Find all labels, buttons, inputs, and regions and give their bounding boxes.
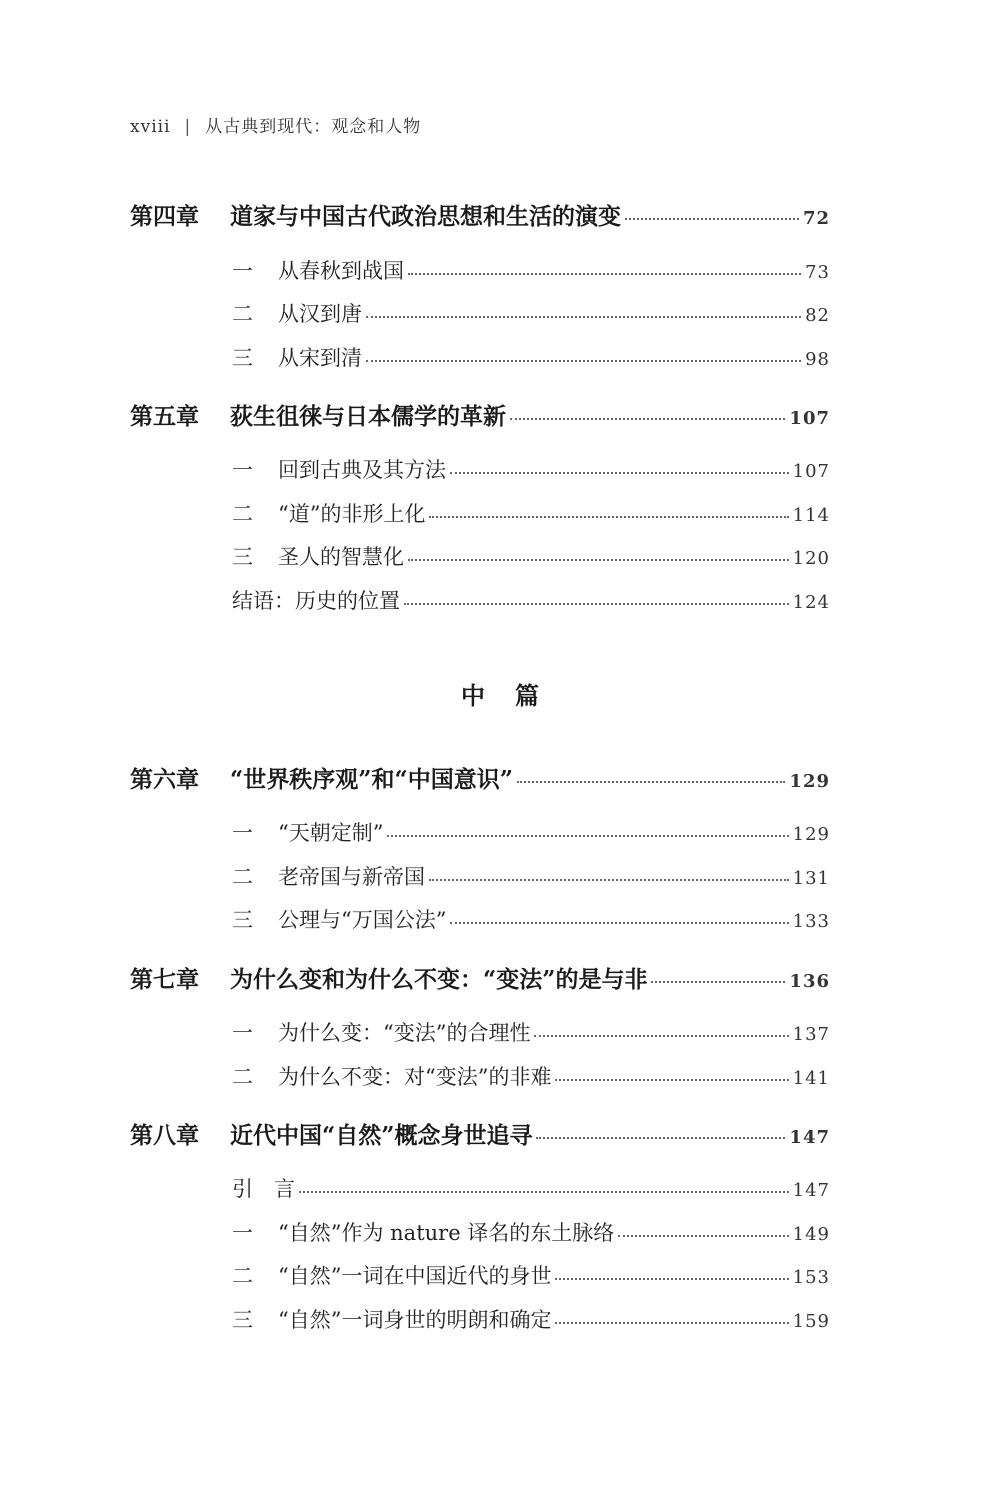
toc-section[interactable] bbox=[232, 904, 830, 934]
section-title: 为什么不变：对“变法”的非难 bbox=[278, 1065, 552, 1089]
leader-dots bbox=[404, 603, 789, 605]
leader-dots bbox=[618, 1235, 788, 1237]
section-title: 从春秋到战国 bbox=[278, 259, 404, 283]
chapter-title: 为什么变和为什么不变：“变法”的是与非 bbox=[230, 966, 648, 993]
toc-conclusion[interactable] bbox=[232, 585, 830, 615]
chapter-title: “世界秩序观”和“中国意识” bbox=[230, 766, 513, 793]
leader-dots bbox=[625, 218, 799, 220]
section-number: 三 bbox=[232, 908, 253, 932]
running-header bbox=[130, 112, 421, 137]
leader-dots bbox=[536, 1137, 785, 1139]
page-number: 147 bbox=[792, 1180, 830, 1201]
section-title: 从汉到唐 bbox=[278, 302, 362, 326]
page-number: 98 bbox=[805, 349, 830, 370]
page-number: 147 bbox=[789, 1127, 830, 1148]
section-number: 二 bbox=[232, 1065, 253, 1089]
page-number: 129 bbox=[792, 824, 830, 845]
page-number: 159 bbox=[792, 1311, 830, 1332]
leader-dots bbox=[517, 781, 786, 783]
chapter-title: 道家与中国古代政治思想和生活的演变 bbox=[230, 203, 621, 230]
section-number: 三 bbox=[232, 545, 253, 569]
section-title: 结语：历史的位置 bbox=[232, 589, 400, 613]
chapter-title: 荻生徂徕与日本儒学的革新 bbox=[230, 403, 506, 430]
section-title: “自然”作为 nature 译名的东土脉络 bbox=[278, 1221, 615, 1245]
section-title: “自然”一词身世的明朗和确定 bbox=[278, 1308, 552, 1332]
section-number: 三 bbox=[232, 346, 253, 370]
leader-dots bbox=[429, 516, 788, 518]
section-number: 一 bbox=[232, 259, 253, 283]
toc-section[interactable] bbox=[232, 342, 830, 372]
page-number: 114 bbox=[792, 505, 830, 526]
leader-dots bbox=[299, 1191, 789, 1193]
section-title: 回到古典及其方法 bbox=[278, 458, 446, 482]
page-number: 124 bbox=[792, 592, 830, 613]
section-title: “道”的非形上化 bbox=[278, 502, 426, 526]
toc-chapter-5[interactable] bbox=[130, 398, 830, 431]
chapter-number: 第八章 bbox=[130, 1122, 199, 1149]
section-number: 一 bbox=[232, 821, 253, 845]
section-title: “天朝定制” bbox=[278, 821, 384, 845]
toc-chapter-8[interactable] bbox=[130, 1117, 830, 1150]
toc-section[interactable] bbox=[232, 1017, 830, 1047]
toc-section[interactable] bbox=[232, 541, 830, 571]
section-number: 三 bbox=[232, 1308, 253, 1332]
toc-section[interactable] bbox=[232, 817, 830, 847]
page-number: 133 bbox=[792, 911, 830, 932]
section-number: 一 bbox=[232, 1221, 253, 1245]
section-title: 引 言 bbox=[232, 1177, 295, 1201]
leader-dots bbox=[555, 1278, 788, 1280]
leader-dots bbox=[534, 1035, 788, 1037]
toc-section[interactable] bbox=[232, 498, 830, 528]
leader-dots bbox=[450, 922, 788, 924]
leader-dots bbox=[429, 879, 789, 881]
leader-dots bbox=[555, 1322, 788, 1324]
toc-section[interactable] bbox=[232, 454, 830, 484]
toc-chapter-4[interactable] bbox=[130, 198, 830, 231]
page-number: 120 bbox=[792, 548, 830, 569]
toc-chapter-6[interactable] bbox=[130, 761, 830, 794]
toc-section[interactable] bbox=[232, 255, 830, 285]
section-title: “自然”一词在中国近代的身世 bbox=[278, 1264, 552, 1288]
page-number: 107 bbox=[792, 461, 830, 482]
leader-dots bbox=[510, 418, 785, 420]
chapter-number: 第六章 bbox=[130, 766, 199, 793]
chapter-number: 第五章 bbox=[130, 403, 199, 430]
toc-section[interactable] bbox=[232, 298, 830, 328]
header-book-title: 从古典到现代：观念和人物 bbox=[205, 117, 422, 137]
section-title: 圣人的智慧化 bbox=[278, 545, 404, 569]
leader-dots bbox=[408, 559, 789, 561]
page-number: 131 bbox=[792, 868, 830, 889]
toc-section[interactable] bbox=[232, 1217, 830, 1247]
section-number: 二 bbox=[232, 1264, 253, 1288]
section-number: 一 bbox=[232, 1021, 253, 1045]
page-number: 72 bbox=[802, 208, 830, 229]
chapter-title: 近代中国“自然”概念身世追寻 bbox=[230, 1122, 533, 1149]
leader-dots bbox=[366, 316, 801, 318]
page-number: 153 bbox=[792, 1267, 830, 1288]
leader-dots bbox=[450, 472, 789, 474]
section-title: 从宋到清 bbox=[278, 346, 362, 370]
page-number: 137 bbox=[792, 1024, 830, 1045]
section-number: 二 bbox=[232, 502, 253, 526]
section-title: 公理与“万国公法” bbox=[278, 908, 447, 932]
page-number: 82 bbox=[805, 305, 830, 326]
toc-section[interactable] bbox=[232, 1260, 830, 1290]
toc-section[interactable] bbox=[232, 1061, 830, 1091]
part-title: 中篇 bbox=[461, 681, 569, 710]
header-separator: | bbox=[184, 117, 192, 137]
page-number: 149 bbox=[792, 1224, 830, 1245]
toc-intro[interactable] bbox=[232, 1173, 830, 1203]
header-page-number: xviii bbox=[130, 117, 171, 137]
section-number: 二 bbox=[232, 302, 253, 326]
page-number: 107 bbox=[789, 408, 830, 429]
chapter-number: 第七章 bbox=[130, 966, 199, 993]
section-title: 老帝国与新帝国 bbox=[278, 865, 425, 889]
section-number: 一 bbox=[232, 458, 253, 482]
page-number: 141 bbox=[792, 1068, 830, 1089]
chapter-number: 第四章 bbox=[130, 203, 199, 230]
leader-dots bbox=[366, 360, 801, 362]
section-title: 为什么变：“变法”的合理性 bbox=[278, 1021, 531, 1045]
leader-dots bbox=[651, 981, 785, 983]
page-number: 73 bbox=[805, 262, 830, 283]
page-number: 136 bbox=[789, 971, 830, 992]
leader-dots bbox=[555, 1079, 788, 1081]
section-number: 二 bbox=[232, 865, 253, 889]
leader-dots bbox=[387, 835, 788, 837]
toc-section[interactable] bbox=[232, 1304, 830, 1334]
toc-section[interactable] bbox=[232, 861, 830, 891]
leader-dots bbox=[408, 273, 801, 275]
toc-chapter-7[interactable] bbox=[130, 961, 830, 994]
page-number: 129 bbox=[789, 771, 830, 792]
